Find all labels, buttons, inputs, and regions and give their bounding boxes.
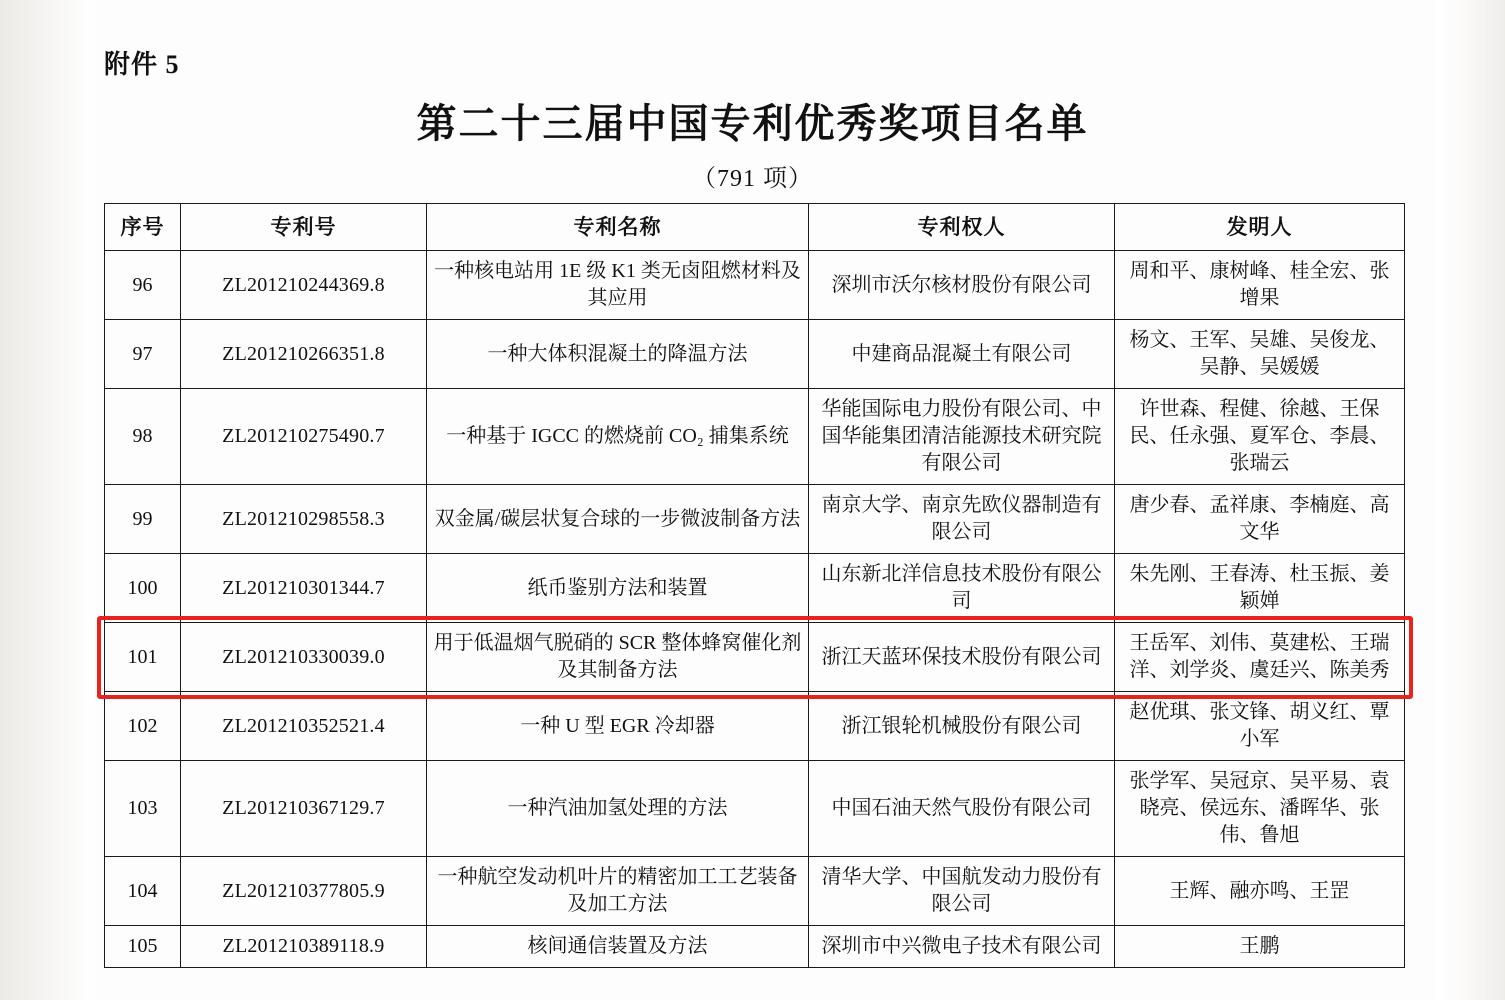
column-header-patent-name: 专利名称 bbox=[427, 204, 809, 251]
cell-owner: 南京大学、南京先欧仪器制造有限公司 bbox=[809, 485, 1115, 554]
cell-patent-number: ZL201210301344.7 bbox=[181, 554, 427, 623]
cell-patent-number: ZL201210352521.4 bbox=[181, 692, 427, 761]
cell-owner: 华能国际电力股份有限公司、中国华能集团清洁能源技术研究院有限公司 bbox=[809, 389, 1115, 485]
cell-owner: 浙江天蓝环保技术股份有限公司 bbox=[809, 623, 1115, 692]
cell-patent-number: ZL201210275490.7 bbox=[181, 389, 427, 485]
column-header-owner: 专利权人 bbox=[809, 204, 1115, 251]
cell-no: 101 bbox=[105, 623, 181, 692]
cell-no: 105 bbox=[105, 926, 181, 968]
cell-patent-number: ZL201210377805.9 bbox=[181, 857, 427, 926]
table-header-row bbox=[105, 204, 1405, 251]
cell-inventors: 唐少春、孟祥康、李楠庭、高文华 bbox=[1115, 485, 1405, 554]
cell-owner: 深圳市中兴微电子技术有限公司 bbox=[809, 926, 1115, 968]
table-row bbox=[105, 857, 1405, 926]
cell-owner: 深圳市沃尔核材股份有限公司 bbox=[809, 251, 1115, 320]
table-row bbox=[105, 761, 1405, 857]
page-subtitle: （791 项） bbox=[692, 166, 813, 192]
cell-patent-name: 双金属/碳层状复合球的一步微波制备方法 bbox=[427, 485, 809, 554]
patent-table-container bbox=[104, 203, 1404, 968]
cell-inventors: 许世森、程健、徐越、王保民、任永强、夏军仓、李晨、张瑞云 bbox=[1115, 389, 1405, 485]
cell-patent-number: ZL201210330039.0 bbox=[181, 623, 427, 692]
table-row bbox=[105, 320, 1405, 389]
table-row bbox=[105, 623, 1405, 692]
table-row bbox=[105, 251, 1405, 320]
cell-patent-name: 用于低温烟气脱硝的 SCR 整体蜂窝催化剂及其制备方法 bbox=[427, 623, 809, 692]
cell-owner: 中国石油天然气股份有限公司 bbox=[809, 761, 1115, 857]
table-row bbox=[105, 485, 1405, 554]
cell-no: 104 bbox=[105, 857, 181, 926]
table-row bbox=[105, 926, 1405, 968]
cell-no: 96 bbox=[105, 251, 181, 320]
cell-patent-name: 一种基于 IGCC 的燃烧前 CO₂ 捕集系统 bbox=[427, 389, 809, 485]
cell-no: 102 bbox=[105, 692, 181, 761]
cell-patent-name: 一种 U 型 EGR 冷却器 bbox=[427, 692, 809, 761]
patent-table bbox=[104, 203, 1405, 968]
cell-owner: 山东新北洋信息技术股份有限公司 bbox=[809, 554, 1115, 623]
cell-inventors: 赵优琪、张文锋、胡义红、覃小军 bbox=[1115, 692, 1405, 761]
cell-patent-name: 核间通信装置及方法 bbox=[427, 926, 809, 968]
column-header-inventors: 发明人 bbox=[1115, 204, 1405, 251]
attachment-label: 附件 5 bbox=[104, 50, 180, 79]
cell-patent-name: 一种汽油加氢处理的方法 bbox=[427, 761, 809, 857]
cell-no: 97 bbox=[105, 320, 181, 389]
cell-patent-name: 一种核电站用 1E 级 K1 类无卤阻燃材料及其应用 bbox=[427, 251, 809, 320]
cell-patent-number: ZL201210389118.9 bbox=[181, 926, 427, 968]
cell-patent-number: ZL201210244369.8 bbox=[181, 251, 427, 320]
cell-inventors: 朱先刚、王春涛、杜玉振、姜颖婵 bbox=[1115, 554, 1405, 623]
table-row bbox=[105, 692, 1405, 761]
cell-inventors: 杨文、王军、吴雄、吴俊龙、吴静、吴媛媛 bbox=[1115, 320, 1405, 389]
column-header-no: 序号 bbox=[105, 204, 181, 251]
cell-patent-number: ZL201210367129.7 bbox=[181, 761, 427, 857]
page-title: 第二十三届中国专利优秀奖项目名单 bbox=[416, 101, 1089, 146]
table-row bbox=[105, 389, 1405, 485]
cell-inventors: 王鹏 bbox=[1115, 926, 1405, 968]
cell-patent-number: ZL201210266351.8 bbox=[181, 320, 427, 389]
cell-owner: 浙江银轮机械股份有限公司 bbox=[809, 692, 1115, 761]
table-row bbox=[105, 554, 1405, 623]
table-header bbox=[105, 204, 1405, 251]
table-body bbox=[105, 251, 1405, 968]
cell-no: 100 bbox=[105, 554, 181, 623]
cell-no: 99 bbox=[105, 485, 181, 554]
cell-no: 98 bbox=[105, 389, 181, 485]
cell-patent-name: 一种航空发动机叶片的精密加工工艺装备及加工方法 bbox=[427, 857, 809, 926]
cell-inventors: 王岳军、刘伟、莫建松、王瑞洋、刘学炎、虞廷兴、陈美秀 bbox=[1115, 623, 1405, 692]
cell-inventors: 周和平、康树峰、桂全宏、张增果 bbox=[1115, 251, 1405, 320]
cell-patent-number: ZL201210298558.3 bbox=[181, 485, 427, 554]
cell-patent-name: 纸币鉴别方法和装置 bbox=[427, 554, 809, 623]
cell-inventors: 王辉、融亦鸣、王罡 bbox=[1115, 857, 1405, 926]
cell-owner: 清华大学、中国航发动力股份有限公司 bbox=[809, 857, 1115, 926]
cell-no: 103 bbox=[105, 761, 181, 857]
column-header-patent-number: 专利号 bbox=[181, 204, 427, 251]
cell-patent-name: 一种大体积混凝土的降温方法 bbox=[427, 320, 809, 389]
cell-owner: 中建商品混凝土有限公司 bbox=[809, 320, 1115, 389]
cell-inventors: 张学军、吴冠京、吴平易、袁晓亮、侯远东、潘晖华、张伟、鲁旭 bbox=[1115, 761, 1405, 857]
